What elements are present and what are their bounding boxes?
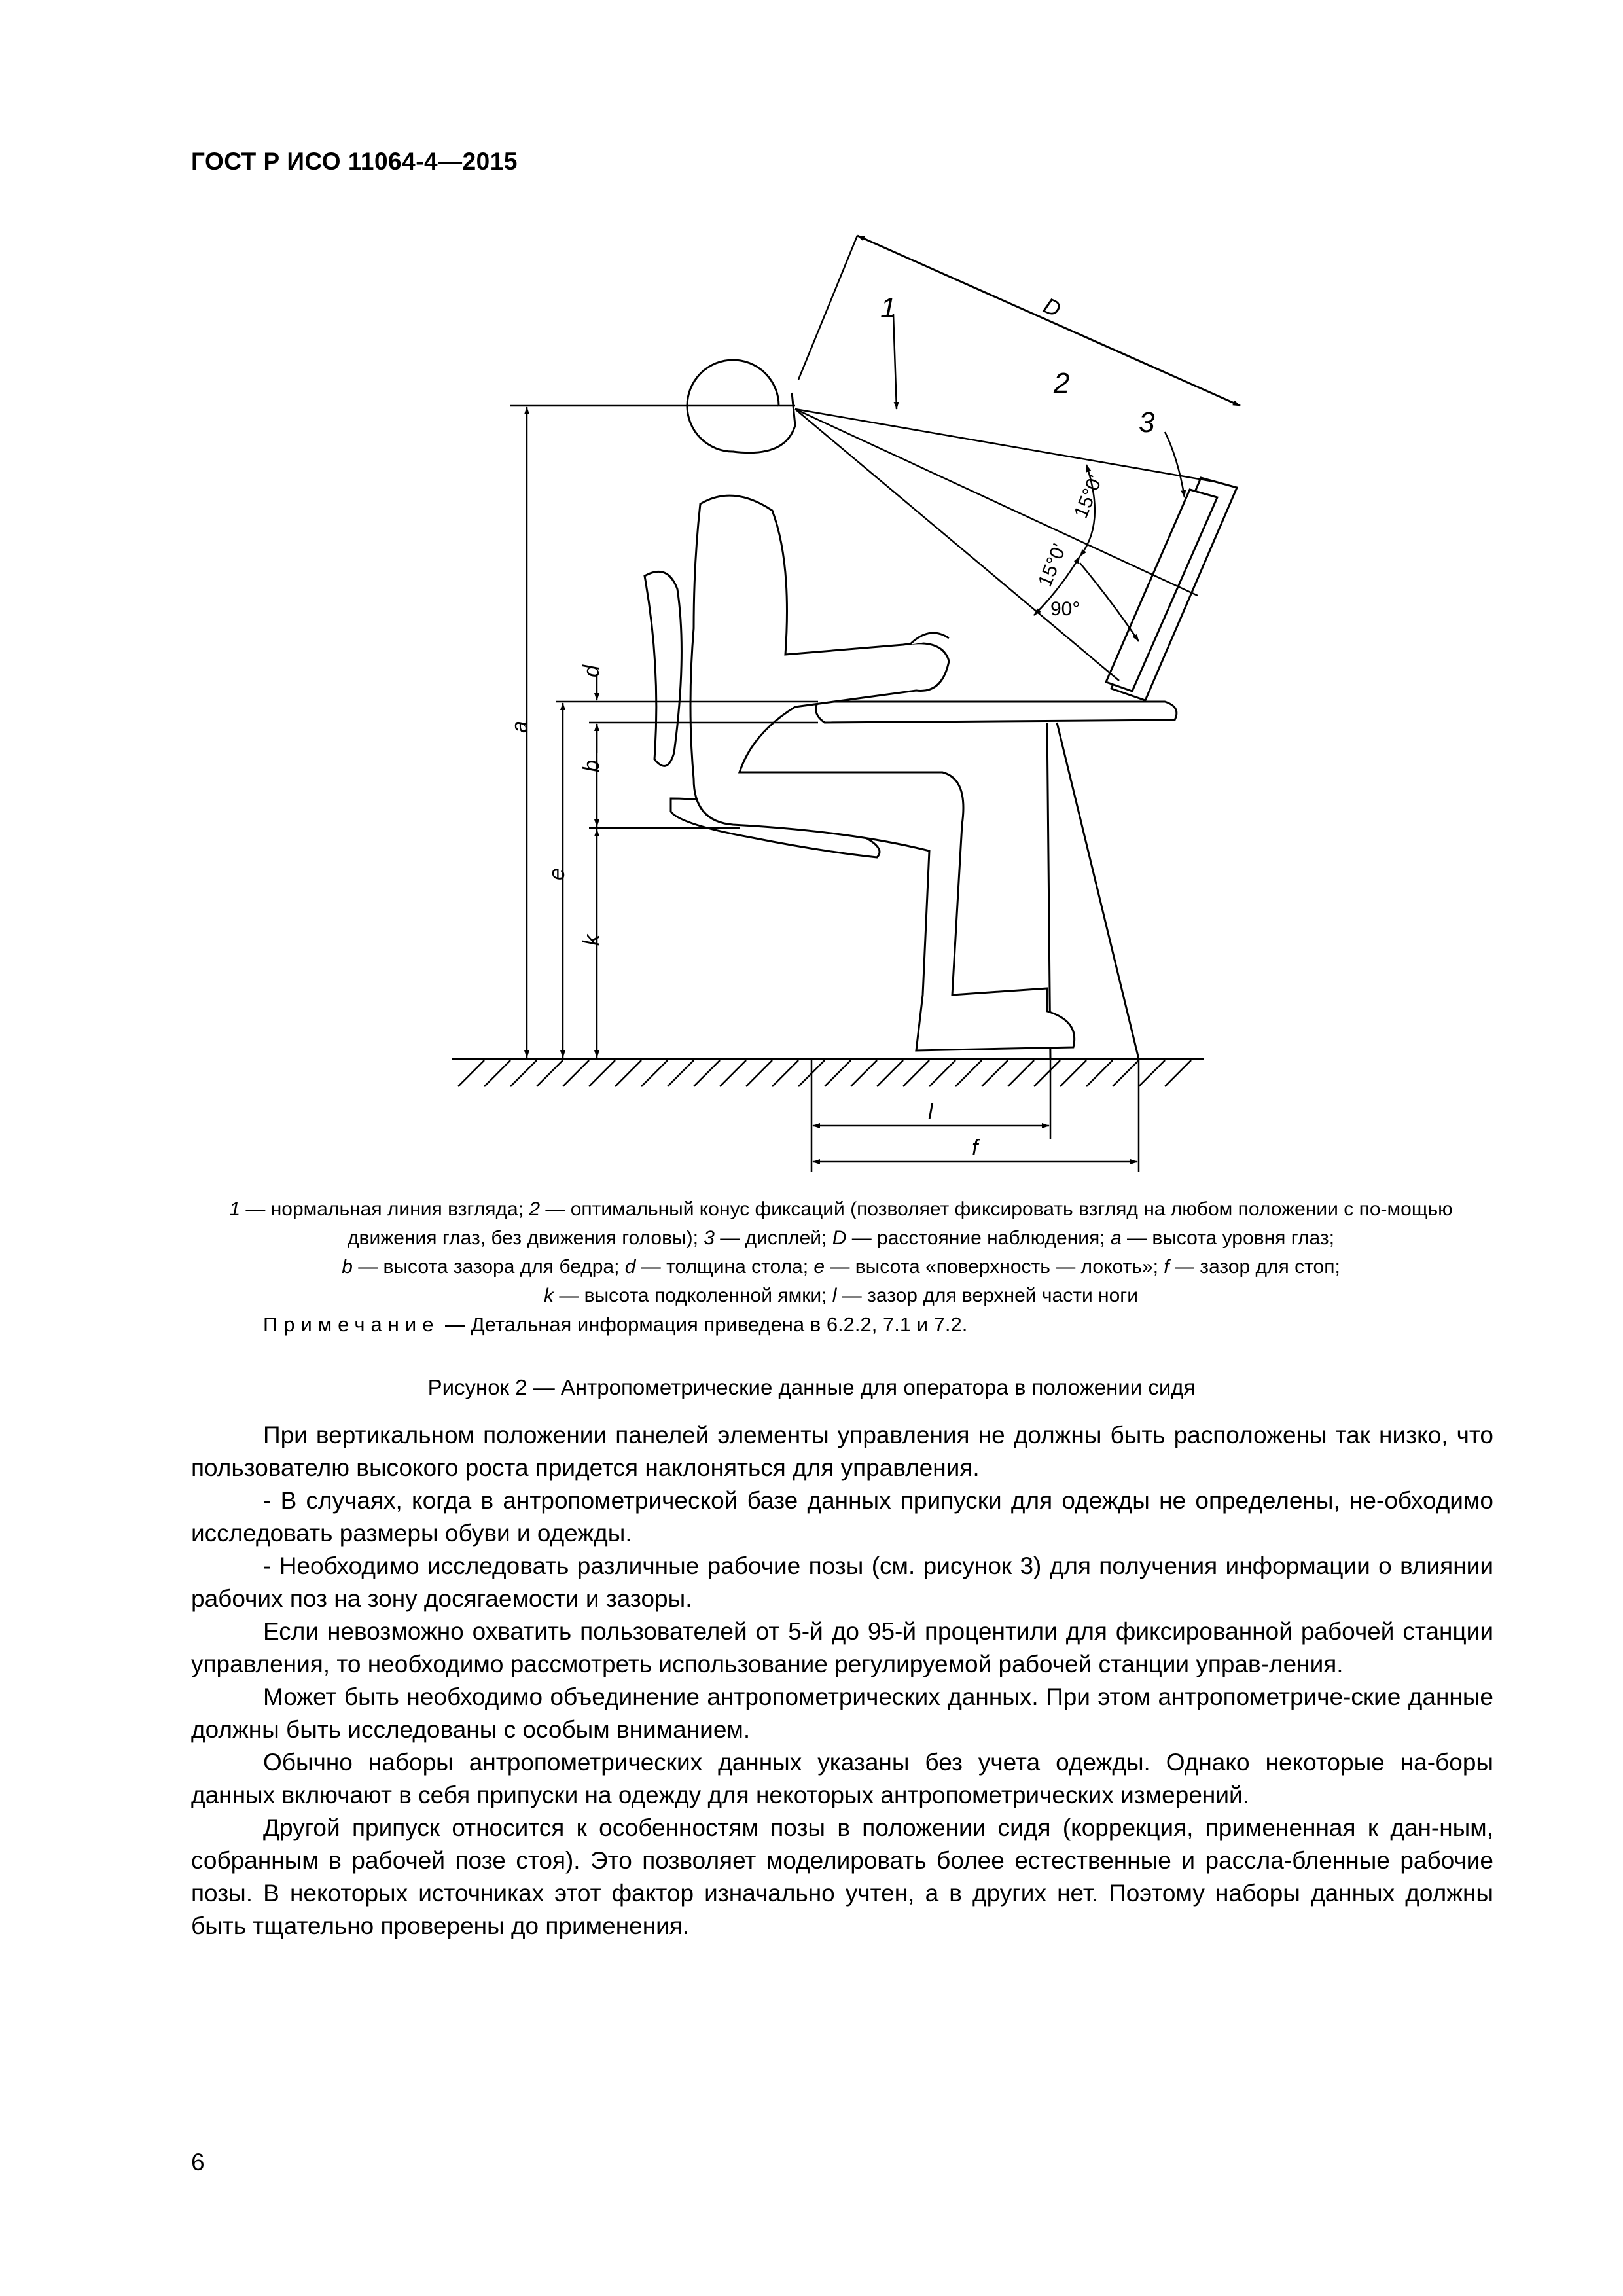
paragraph: При вертикальном положении панелей элементы управления не должны быть расположены так низко, что пользователю высокого роста придется наклоняться для управления. — [191, 1422, 1493, 1481]
legend-item-f: f — зазор для стоп; — [1164, 1256, 1340, 1278]
chair-back — [645, 571, 681, 766]
paragraph: Обычно наборы антропометрических данных указаны без учета одежды. Однако некоторые на-боры данных включают в себя припуски на одежду для некоторых антропометрических измерений. — [191, 1749, 1493, 1808]
figure-caption: Рисунок 2 — Антропометрические данные для оператора в положении сидя — [427, 1375, 1196, 1399]
callout-3: 3 — [1139, 406, 1155, 439]
floor-hatching — [458, 1060, 1191, 1086]
legend-item-3: 3 — дисплей; — [704, 1227, 832, 1249]
label-d: d — [579, 665, 604, 677]
label-k: k — [579, 935, 604, 946]
angle-lower: 15°0' — [1034, 541, 1071, 590]
angle-right: 90° — [1050, 598, 1080, 620]
label-f: f — [972, 1136, 978, 1160]
table-top — [816, 702, 1177, 723]
legend-item-a: a — высота уровня глаз; — [1110, 1227, 1334, 1249]
label-D: D — [1039, 293, 1065, 323]
display — [1106, 478, 1237, 700]
legend-item-2: 2 — оптимальный конус фиксаций (позволяет фиксировать взгляд на любом положении с по-мощью движения глаз, без движения головы); — [348, 1198, 1453, 1249]
label-b: b — [579, 760, 604, 772]
document-header: ГОСТ Р ИСО 11064-4—2015 — [191, 148, 518, 175]
label-e: e — [544, 868, 569, 880]
page-number: 6 — [191, 2149, 205, 2176]
legend-item-e: e — высота «поверхность — локоть»; — [813, 1256, 1164, 1278]
legend-item-D: D — расстояние наблюдения; — [832, 1227, 1111, 1249]
note-label: Примечание — [263, 1313, 440, 1336]
note-text: — Детальная информация приведена в 6.2.2, 7.1 и 7.2. — [439, 1313, 968, 1336]
legend-item-b: b — высота зазора для бедра; — [342, 1256, 625, 1278]
label-a: a — [507, 721, 532, 733]
paragraph: Другой припуск относится к особенностям позы в положении сидя (коррекция, примененная к дан-ным, собранным в рабочей позе стоя). Это позволяет моделировать более естественные и рассла-бленные рабочие позы. В некоторых источниках этот фактор изначально учтен, а в других нет. Поэтому наборы данных должны быть тщательно проверены до применения. — [191, 1814, 1493, 1939]
label-l: l — [928, 1100, 933, 1124]
paragraph: Если невозможно охватить пользователей от 5-й до 95-й процентили для фиксированной рабочей станции управления, то необходимо рассмотреть использование регулируемой рабочей станции управ-ления. — [191, 1618, 1493, 1677]
legend-item-l: l — зазор для верхней части ноги — [832, 1285, 1138, 1306]
legend-item-1: 1 — нормальная линия взгляда; — [229, 1198, 529, 1220]
angle-upper: 15°0' — [1070, 472, 1107, 522]
callout-1: 1 — [880, 292, 897, 324]
callout-2: 2 — [1054, 367, 1070, 399]
table-leg — [1047, 723, 1139, 1059]
legend-item-d: d — толщина стола; — [624, 1256, 814, 1278]
legend-item-k: k — высота подколенной ямки; — [544, 1285, 832, 1306]
paragraph: - Необходимо исследовать различные рабочие позы (см. рисунок 3) для получения информации о влиянии рабочих поз на зону досягаемости и зазоры. — [191, 1552, 1493, 1612]
paragraph: - В случаях, когда в антропометрической базе данных припуски для одежды не определены, не-обходимо исследовать размеры обуви и одежды. — [191, 1487, 1493, 1547]
paragraph: Может быть необходимо объединение антропометрических данных. При этом антропометриче-ские данные должны быть исследованы с особым вниманием. — [191, 1683, 1493, 1743]
body-text — [191, 1419, 1493, 1943]
figure-note — [263, 1313, 967, 1336]
figure-legend — [190, 1195, 1492, 1310]
